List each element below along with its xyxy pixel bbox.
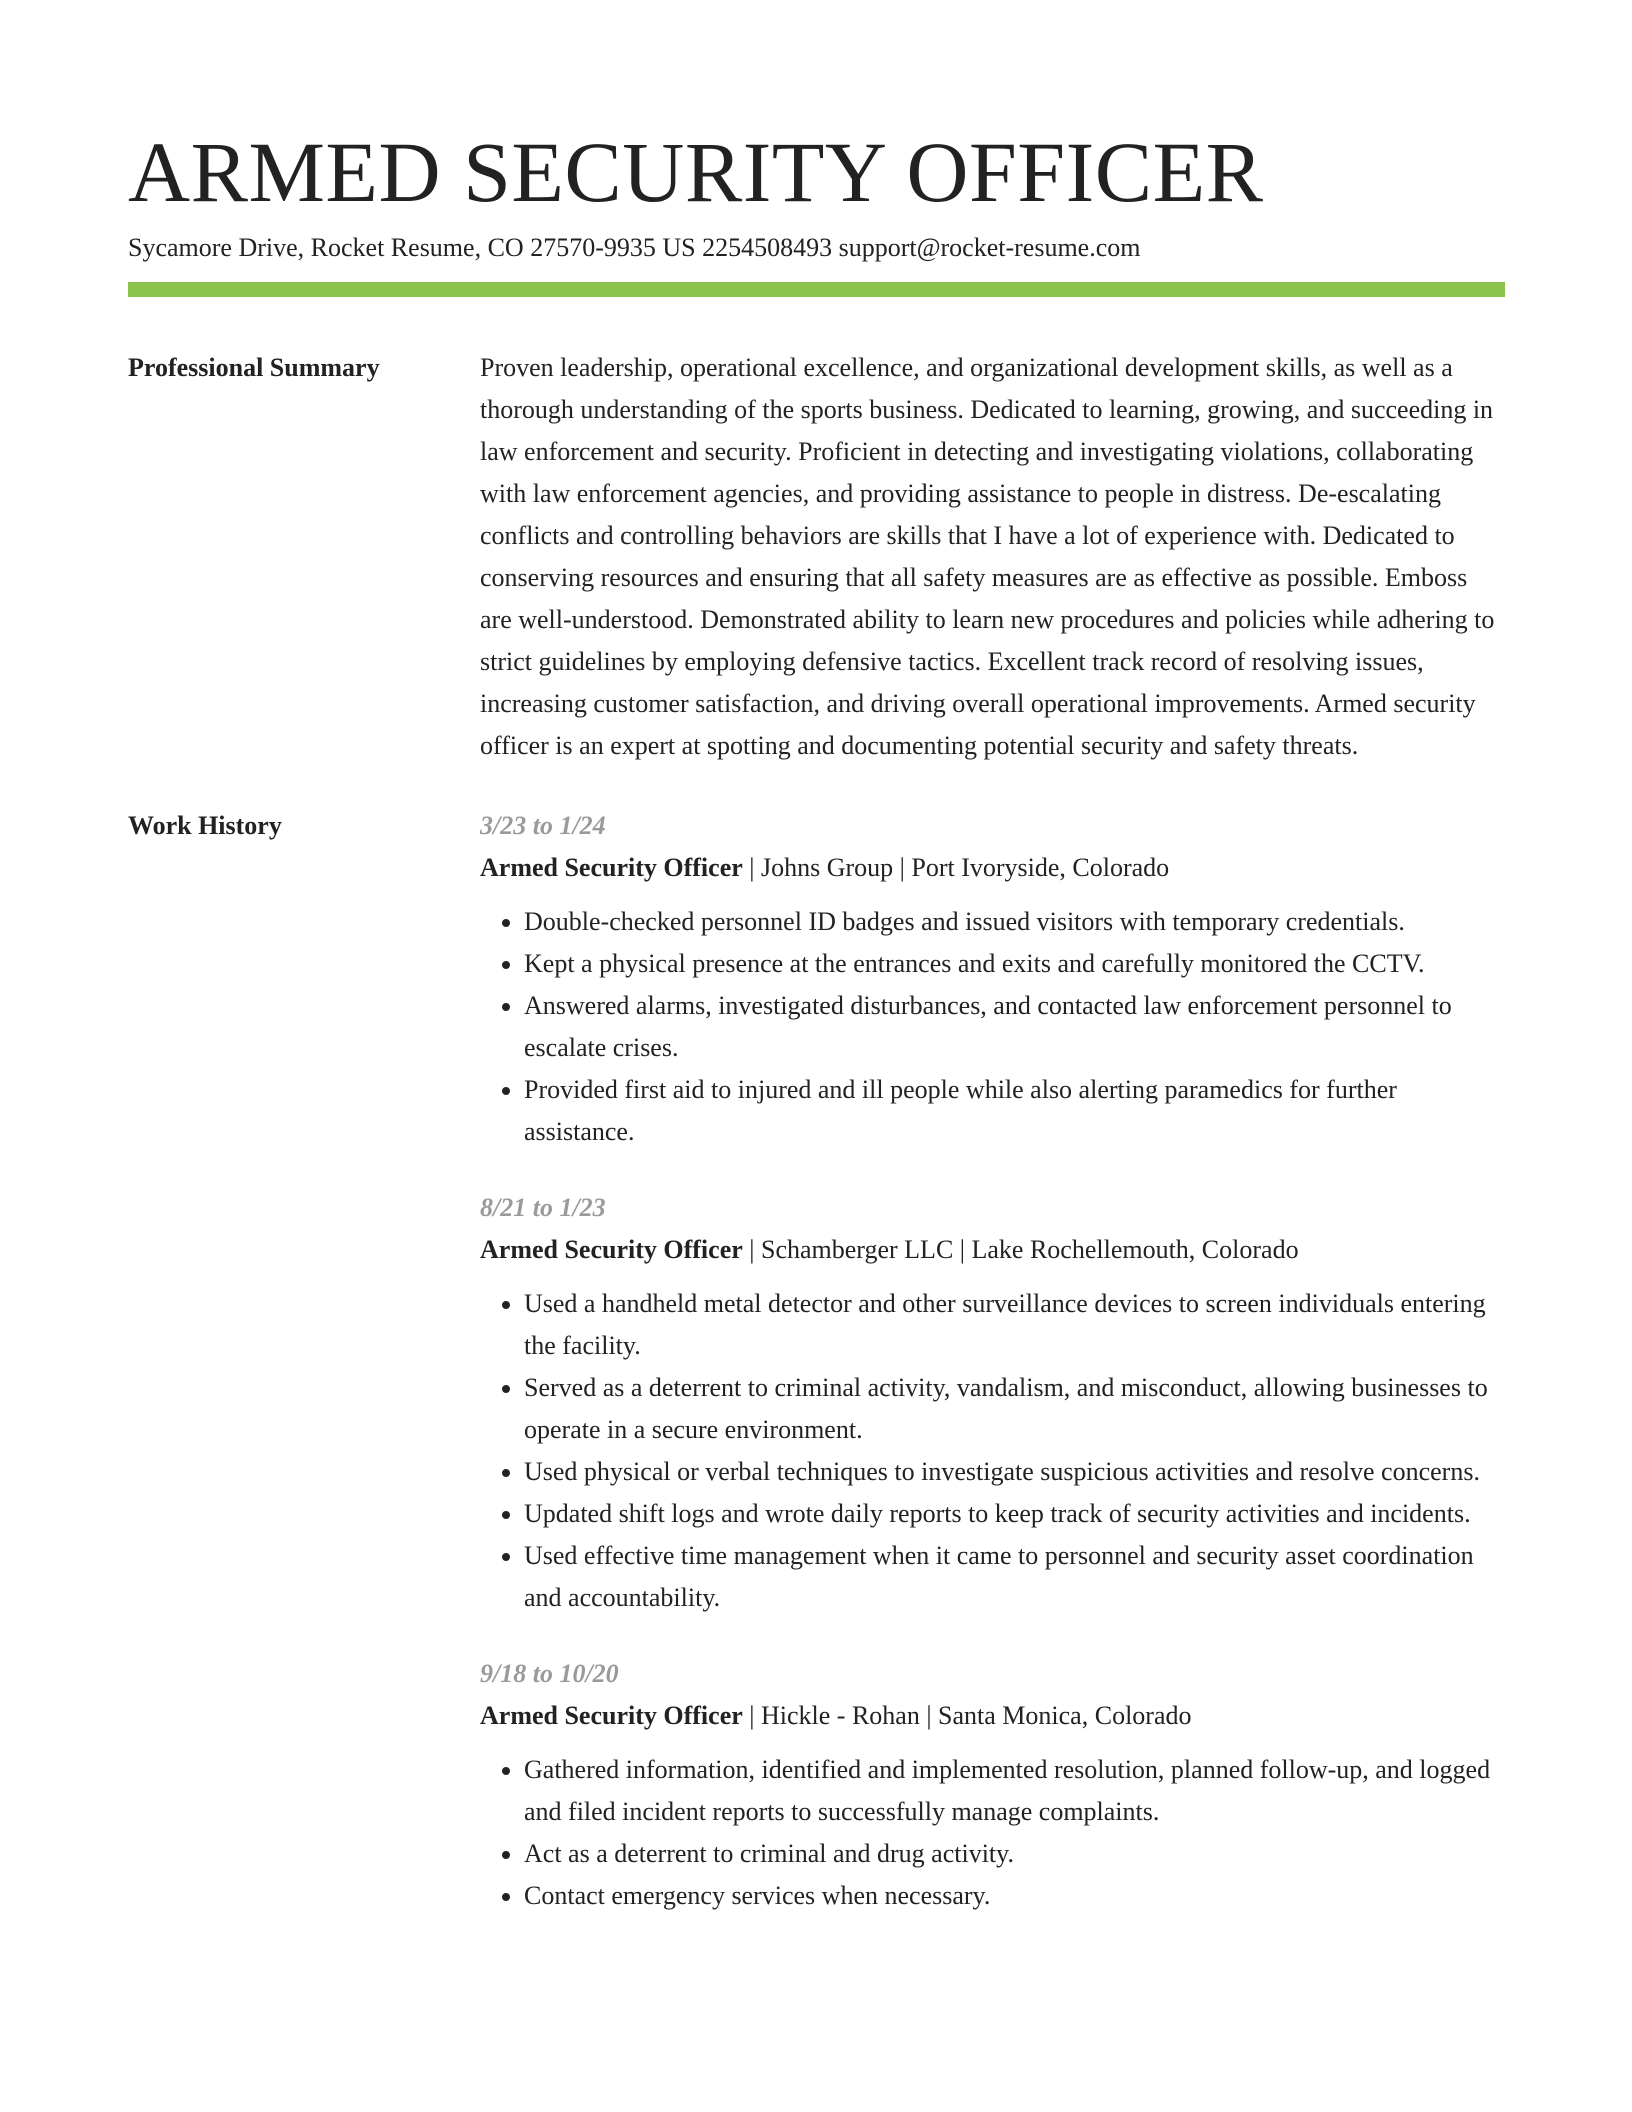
job-bullet: • Provided first aid to injured and ill people while also alerting paramedics for further assistance. (524, 1069, 1505, 1153)
job-employer-location: | Hickle - Rohan | Santa Monica, Colorado (742, 1701, 1192, 1730)
resume-page (128, 0, 1505, 1955)
job-dates: 9/18 to 10/20 (480, 1659, 619, 1688)
job-bullet: • Updated shift logs and wrote daily reports to keep track of security activities and incidents. (524, 1493, 1505, 1535)
job-bullet: • Used effective time management when it came to personnel and security asset coordination and accountability. (524, 1535, 1505, 1619)
job-entry (480, 805, 1505, 1153)
job-bullet: • Used physical or verbal techniques to investigate suspicious activities and resolve concerns. (524, 1451, 1505, 1493)
job-title-line (480, 847, 1505, 889)
job-role: Armed Security Officer (480, 1235, 743, 1264)
job-role: Armed Security Officer (480, 853, 743, 882)
job-entry (480, 1187, 1505, 1619)
job-bullet: • Contact emergency services when necessary. (524, 1875, 1505, 1917)
job-bullet: • Used a handheld metal detector and other surveillance devices to screen individuals entering the facility. (524, 1283, 1505, 1367)
job-title-line (480, 1695, 1505, 1737)
accent-divider (128, 282, 1505, 297)
summary-label: Professional Summary (128, 353, 380, 382)
work-history-section (128, 809, 1505, 1955)
summary-body (480, 351, 1505, 767)
contact-line: Sycamore Drive, Rocket Resume, CO 27570-9935 US 2254508493 support@rocket-resume.com (128, 233, 1141, 262)
job-bullet: • Double-checked personnel ID badges and issued visitors with temporary credentials. (524, 901, 1505, 943)
summary-section (128, 351, 1505, 767)
job-dates: 8/21 to 1/23 (480, 1193, 606, 1222)
job-employer-location: | Johns Group | Port Ivoryside, Colorado (742, 853, 1170, 882)
job-title-line (480, 1229, 1505, 1271)
work-history-body (480, 809, 1505, 1955)
job-entry (480, 1653, 1505, 1917)
job-dates: 3/23 to 1/24 (480, 811, 606, 840)
job-bullets (480, 901, 1505, 1153)
job-role: Armed Security Officer (480, 1701, 743, 1730)
job-employer-location: | Schamberger LLC | Lake Rochellemouth, Colorado (742, 1235, 1299, 1264)
work-history-label: Work History (128, 811, 282, 840)
job-bullets (480, 1283, 1505, 1619)
job-bullet: • Act as a deterrent to criminal and drug activity. (524, 1833, 1505, 1875)
job-bullet: • Served as a deterrent to criminal activity, vandalism, and misconduct, allowing businesses to operate in a secure environment. (524, 1367, 1505, 1451)
job-bullets (480, 1749, 1505, 1917)
job-bullet: • Kept a physical presence at the entrances and exits and carefully monitored the CCTV. (524, 943, 1505, 985)
candidate-name: ARMED SECURITY OFFICER (128, 124, 1264, 220)
job-bullet: • Answered alarms, investigated disturbances, and contacted law enforcement personnel to escalate crises. (524, 985, 1505, 1069)
job-bullet: • Gathered information, identified and implemented resolution, planned follow-up, and logged and filed incident reports to successfully manage complaints. (524, 1749, 1505, 1833)
summary-text: Proven leadership, operational excellence, and organizational development skills, as well as a thorough understanding of the sports business. Dedicated to learning, growing, and succeeding in law enforcement and security. Proficient in detecting and investigating violations, collaborating with law enforcement agencies, and providing assistance to people in distress. De-escalating conflicts and controlling behaviors are skills that I have a lot of experience with. Dedicated to conserving resources and ensuring that all safety measures are as effective as possible. Emboss are well-understood. Demonstrated ability to learn new procedures and policies while adhering to strict guidelines by employing defensive tactics. Excellent track record of resolving issues, increasing customer satisfaction, and driving overall operational improvements. Armed security officer is an expert at spotting and documenting potential security and safety threats. (480, 353, 1495, 760)
